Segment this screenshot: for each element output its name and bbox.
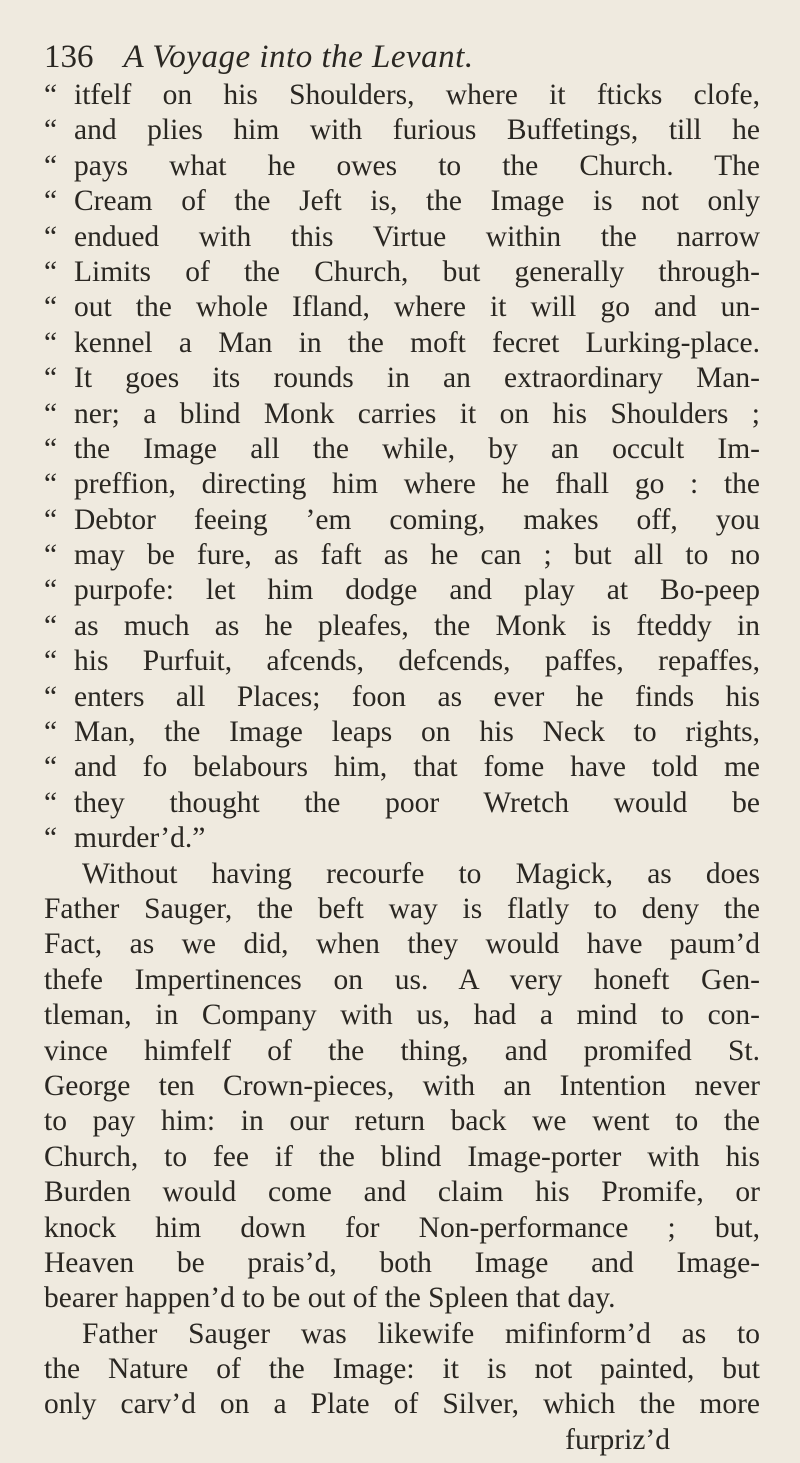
line-text: Cream of the Jeft is, the Image is not only	[74, 185, 760, 218]
quoted-line	[44, 609, 760, 644]
paragraph-line: George ten Crown-pieces, with an Intention never	[44, 1069, 760, 1102]
quoted-line	[44, 821, 760, 856]
quote-mark: “	[44, 716, 58, 749]
paragraph-line: the Nature of the Image: it is not painted, but	[44, 1353, 760, 1386]
line-text: the Image all the while, by an occult Im-	[74, 432, 760, 465]
quote-mark: “	[44, 149, 58, 182]
quoted-line	[44, 467, 760, 502]
line-text: Man, the Image leaps on his Neck to rights,	[74, 716, 760, 749]
quoted-line	[44, 750, 760, 785]
quote-mark: “	[44, 751, 58, 784]
line-text: Debtor feeing ’em coming, makes off, you	[74, 503, 760, 536]
running-head	[44, 38, 760, 76]
quote-mark: “	[44, 79, 58, 111]
line-text: ner; a blind Monk carries it on his Shoulders ;	[74, 397, 760, 430]
paragraph	[44, 1317, 760, 1423]
quote-mark: “	[44, 362, 58, 395]
quote-mark: “	[44, 185, 58, 218]
line-text: and plies him with furious Buffetings, till he	[74, 114, 760, 147]
quote-mark: “	[44, 786, 58, 819]
quoted-line	[44, 503, 760, 538]
paragraph-line: Church, to fee if the blind Image-porter with his	[44, 1140, 760, 1173]
line-text: may be fure, as faft as he can ; but all to no	[74, 539, 760, 572]
line-text: Limits of the Church, but generally through-	[74, 255, 760, 288]
quote-mark: “	[44, 645, 58, 678]
paragraph	[44, 857, 760, 1317]
quote-mark: “	[44, 255, 58, 288]
page-number: 136	[44, 39, 94, 75]
line-text: It goes its rounds in an extraordinary Man-	[74, 362, 760, 395]
quoted-line	[44, 715, 760, 750]
quoted-line	[44, 644, 760, 679]
paragraph-line: bearer happen’d to be out of the Spleen that day.	[44, 1282, 616, 1315]
line-text: purpofe: let him dodge and play at Bo-peep	[74, 574, 760, 607]
line-text: pays what he owes to the Church. The	[74, 149, 760, 182]
quoted-line	[44, 397, 760, 432]
line-text: endued with this Virtue within the narrow	[74, 220, 760, 253]
quote-mark: “	[44, 574, 58, 607]
quote-mark: “	[44, 503, 58, 536]
line-text: preffion, directing him where he fhall go : the	[74, 468, 760, 501]
paragraph-line: tleman, in Company with us, had a mind to con-	[44, 999, 760, 1032]
quote-mark: “	[44, 680, 58, 713]
paragraph-line: Father Sauger was likewife mifinform’d as to	[82, 1317, 760, 1350]
paragraph-line: Burden would come and claim his Promife, or	[44, 1176, 760, 1209]
paragraph-line: only carv’d on a Plate of Silver, which the more	[44, 1388, 760, 1421]
quoted-line	[44, 432, 760, 467]
paragraph-line: to pay him: in our return back we went to the	[44, 1105, 760, 1138]
quoted-line	[44, 149, 760, 184]
line-text: they thought the poor Wretch would be	[74, 786, 760, 819]
line-text: enters all Places; foon as ever he finds his	[74, 680, 760, 713]
quote-mark: “	[44, 432, 58, 465]
paragraph-line: thefe Impertinences on us. A very honeft Gen-	[44, 963, 760, 996]
line-text: and fo belabours him, that fome have told me	[74, 751, 760, 784]
quoted-line	[44, 361, 760, 396]
quote-mark: “	[44, 220, 58, 253]
quoted-line	[44, 184, 760, 219]
line-text: murder’d.”	[74, 822, 206, 855]
quote-mark: “	[44, 468, 58, 501]
quote-mark: “	[44, 609, 58, 642]
paragraph-line: knock him down for Non-performance ; but,	[44, 1211, 760, 1244]
paragraph-line: Father Sauger, the beft way is flatly to deny the	[44, 892, 760, 925]
quote-mark: “	[44, 291, 58, 324]
line-text: as much as he pleafes, the Monk is fteddy in	[74, 609, 760, 642]
line-text: kennel a Man in the moft fecret Lurking-place.	[74, 326, 760, 359]
paragraph-line: Heaven be prais’d, both Image and Image-	[44, 1246, 760, 1279]
quote-mark: “	[44, 326, 58, 359]
quoted-line	[44, 680, 760, 715]
quoted-line	[44, 255, 760, 290]
line-text: itfelf on his Shoulders, where it fticks clofe,	[74, 79, 760, 111]
line-text: his Purfuit, afcends, defcends, paffes, repaffes,	[74, 645, 760, 678]
running-title: A Voyage into the Levant.	[123, 39, 474, 75]
quoted-passage	[44, 78, 760, 857]
paragraph-line: Without having recourfe to Magick, as does	[82, 857, 760, 890]
quoted-line	[44, 573, 760, 608]
quoted-line	[44, 78, 760, 113]
quoted-line	[44, 290, 760, 325]
quote-mark: “	[44, 397, 58, 430]
quoted-line	[44, 538, 760, 573]
line-text: out the whole Ifland, where it will go and un-	[74, 291, 760, 324]
quote-mark: “	[44, 539, 58, 572]
quoted-line	[44, 326, 760, 361]
catchword: furpriz’d	[565, 1423, 670, 1456]
quoted-line	[44, 786, 760, 821]
quoted-line	[44, 113, 760, 148]
paragraph-line: vince himfelf of the thing, and promifed St.	[44, 1034, 760, 1067]
paragraph-line: Fact, as we did, when they would have paum’d	[44, 928, 760, 961]
quote-mark: “	[44, 822, 58, 855]
quoted-line	[44, 220, 760, 255]
quote-mark: “	[44, 114, 58, 147]
